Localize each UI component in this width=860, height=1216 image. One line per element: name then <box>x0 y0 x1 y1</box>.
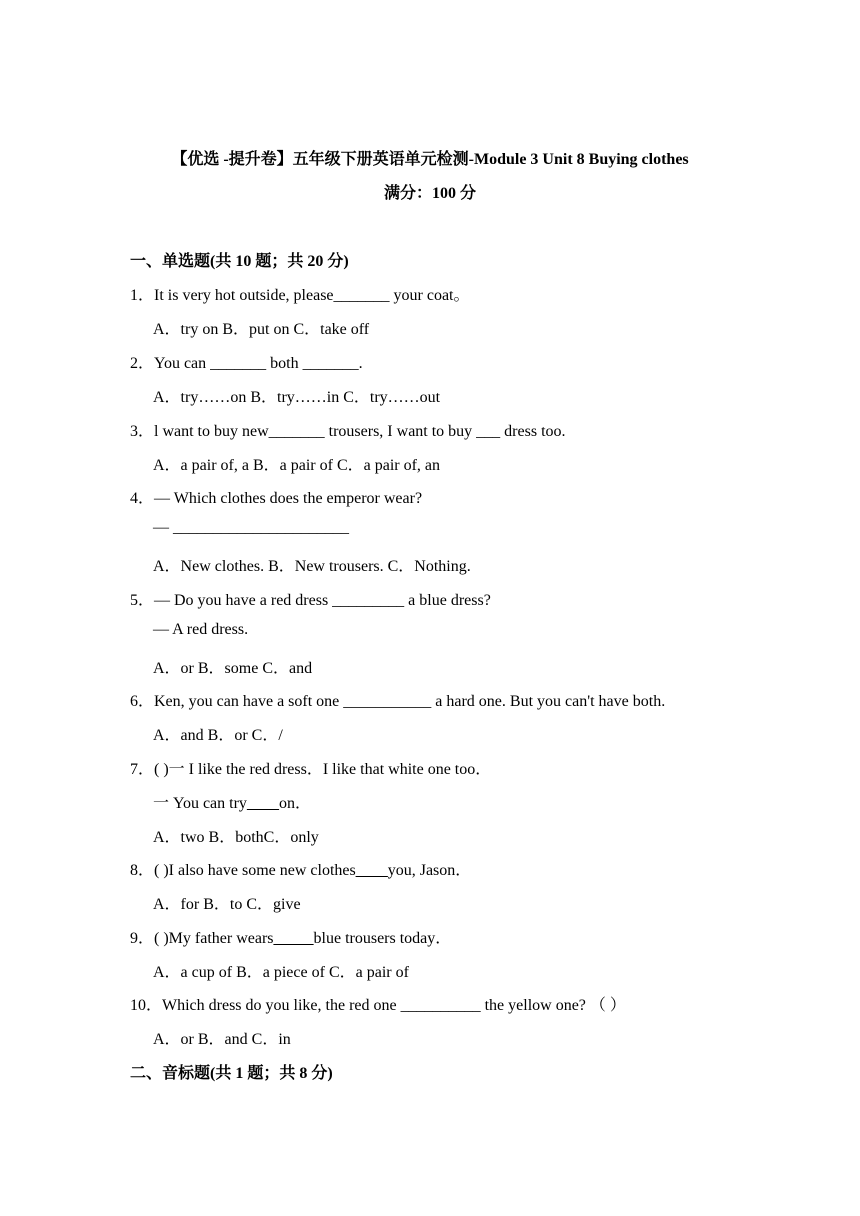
question-5-options: A．or B．some C．and <box>153 660 313 677</box>
section-heading-single-choice: 一、单选题(共 10 题；共 20 分) <box>130 253 349 270</box>
question-7-options: A．two B．bothC．only <box>153 829 319 846</box>
question-7-stem: 7．( )一 I like the red dress．I like that white one too． <box>130 761 492 778</box>
question-7-answer-line <box>153 790 311 813</box>
question-9-blank: _____ <box>273 930 314 947</box>
question-9-stem-text: 9．( )My father wears <box>130 930 274 947</box>
question-8-stem <box>130 857 471 880</box>
question-5-stem: 5．— Do you have a red dress _________ a blue dress? <box>130 592 491 609</box>
question-5-answer-line: — A red dress. <box>153 621 249 638</box>
question-6-options: A．and B．or C．/ <box>153 727 283 744</box>
question-8-blank: ____ <box>355 862 388 879</box>
section-heading-phonetics: 二、音标题(共 1 题；共 8 分) <box>130 1065 333 1082</box>
score-line: 满分：100 分 <box>383 185 476 202</box>
question-2-stem: 2．You can _______ both _______. <box>130 355 363 372</box>
question-10-stem: 10．Which dress do you like, the red one __________ the yellow one? （ ） <box>130 997 626 1014</box>
question-8-options: A．for B．to C．give <box>153 896 301 913</box>
question-2-options: A．try……on B．try……in C．try……out <box>153 389 441 406</box>
question-4-answer-line: — ______________________ <box>153 519 349 536</box>
question-9-stem <box>130 925 451 948</box>
question-1-stem: 1．It is very hot outside, please_______ your coat。 <box>130 287 470 304</box>
question-3-options: A．a pair of, a B．a pair of C．a pair of, an <box>153 457 441 474</box>
question-7-answer-tail: on． <box>278 795 311 812</box>
page-title: 【优选 -提升卷】五年级下册英语单元检测-Module 3 Unit 8 Buying clothes <box>171 151 689 168</box>
question-3-stem: 3．l want to buy new_______ trousers, I want to buy ___ dress too. <box>130 423 566 440</box>
question-10-options: A．or B．and C．in <box>153 1031 291 1048</box>
question-6-stem: 6．Ken, you can have a soft one ___________ a hard one. But you can't have both. <box>130 693 666 710</box>
question-9-stem-tail: blue trousers today． <box>313 930 452 947</box>
question-1-options: A．try on B．put on C．take off <box>153 321 370 338</box>
question-4-options: A．New clothes. B．New trousers. C．Nothing. <box>153 558 471 575</box>
question-7-blank: ____ <box>246 795 279 812</box>
question-7-answer-text: 一 You can try <box>153 795 247 812</box>
question-8-stem-tail: you, Jason． <box>387 862 472 879</box>
question-8-stem-text: 8．( )I also have some new clothes <box>130 862 356 879</box>
question-9-options: A．a cup of B．a piece of C．a pair of <box>153 964 409 981</box>
question-4-stem: 4．— Which clothes does the emperor wear? <box>130 490 423 507</box>
